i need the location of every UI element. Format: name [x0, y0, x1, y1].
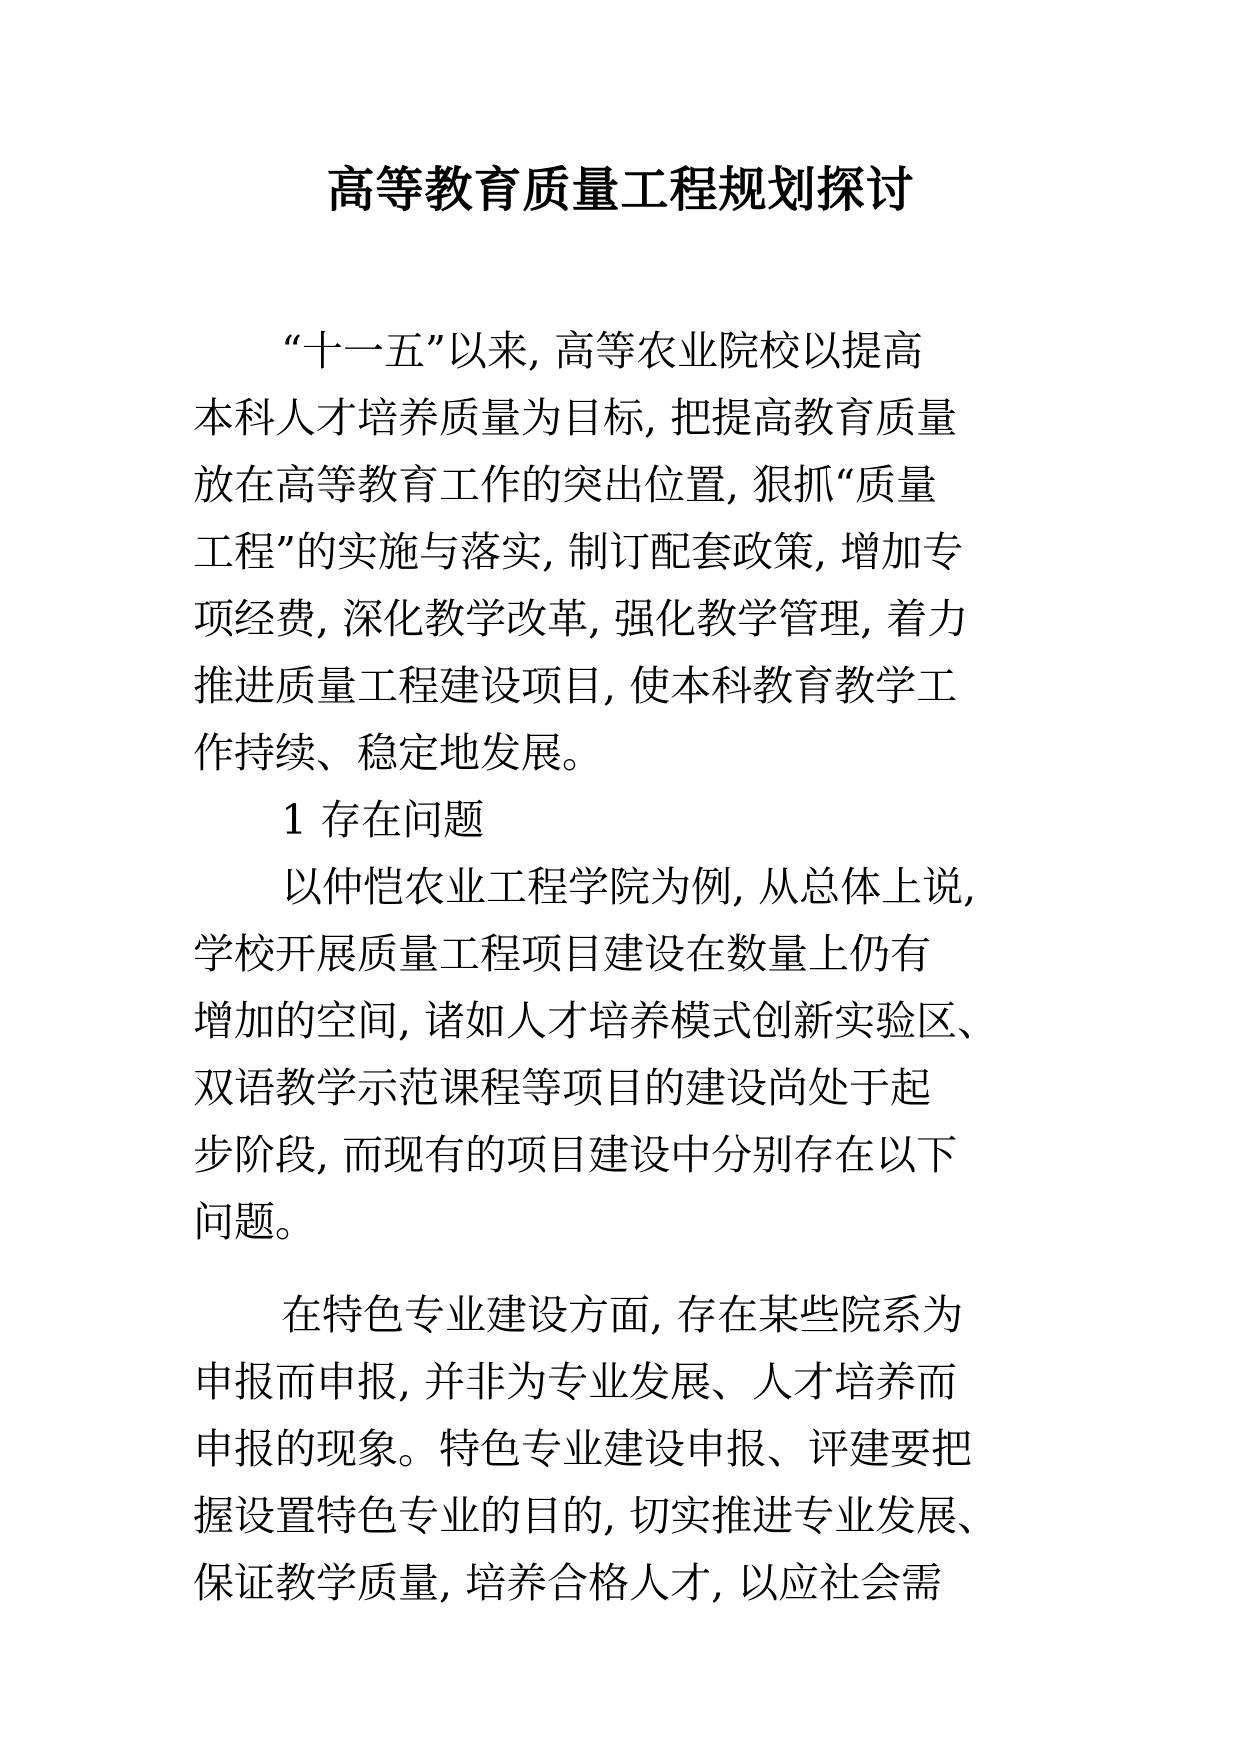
- paragraph-line: 本科人才培养质量为目标, 把提高教育质量: [193, 394, 958, 442]
- paragraph-line: 学校开展质量工程项目建设在数量上仍有: [193, 930, 931, 978]
- paragraph-line: 申报的现象。特色专业建设申报、评建要把: [193, 1425, 972, 1473]
- paragraph-line: 放在高等教育工作的突出位置, 狠抓“质量: [193, 461, 938, 509]
- paragraph-line: 推进质量工程建设项目, 使本科教育教学工: [193, 662, 958, 710]
- section-heading-text: 1 存在问题: [281, 796, 485, 844]
- paragraph-line: 在特色专业建设方面, 存在某些院系为: [281, 1291, 964, 1339]
- section-heading: [193, 787, 1093, 854]
- document-body: [193, 318, 1093, 1617]
- paragraph-line: 保证教学质量, 培养合格人才, 以应社会需: [193, 1559, 943, 1607]
- paragraph-line: 问题。: [193, 1198, 316, 1246]
- document-title: 高等教育质量工程规划探讨: [326, 162, 915, 218]
- paragraph-example: [193, 854, 1093, 1256]
- paragraph-spacer: [193, 1256, 1093, 1282]
- paragraph-line: 作持续、稳定地发展。: [193, 729, 603, 777]
- paragraph-line: 增加的空间, 诸如人才培养模式创新实验区、: [193, 997, 999, 1045]
- paragraph-line: 双语教学示范课程等项目的建设尚处于起: [193, 1064, 931, 1112]
- paragraph-line: 工程”的实施与落实, 制订配套政策, 增加专: [193, 528, 964, 576]
- paragraph-line: 项经费, 深化教学改革, 强化教学管理, 着力: [193, 595, 969, 643]
- paragraph-intro: [193, 318, 1093, 787]
- paragraph-line: “十一五”以来, 高等农业院校以提高: [281, 327, 923, 375]
- paragraph-line: 握设置特色专业的目的, 切实推进专业发展、: [193, 1492, 999, 1540]
- paragraph-line: 以仲恺农业工程学院为例, 从总体上说,: [281, 863, 977, 911]
- paragraph-line: 步阶段, 而现有的项目建设中分别存在以下: [193, 1131, 958, 1179]
- paragraph-specialty: [193, 1282, 1093, 1617]
- paragraph-line: 申报而申报, 并非为专业发展、人才培养而: [193, 1358, 958, 1406]
